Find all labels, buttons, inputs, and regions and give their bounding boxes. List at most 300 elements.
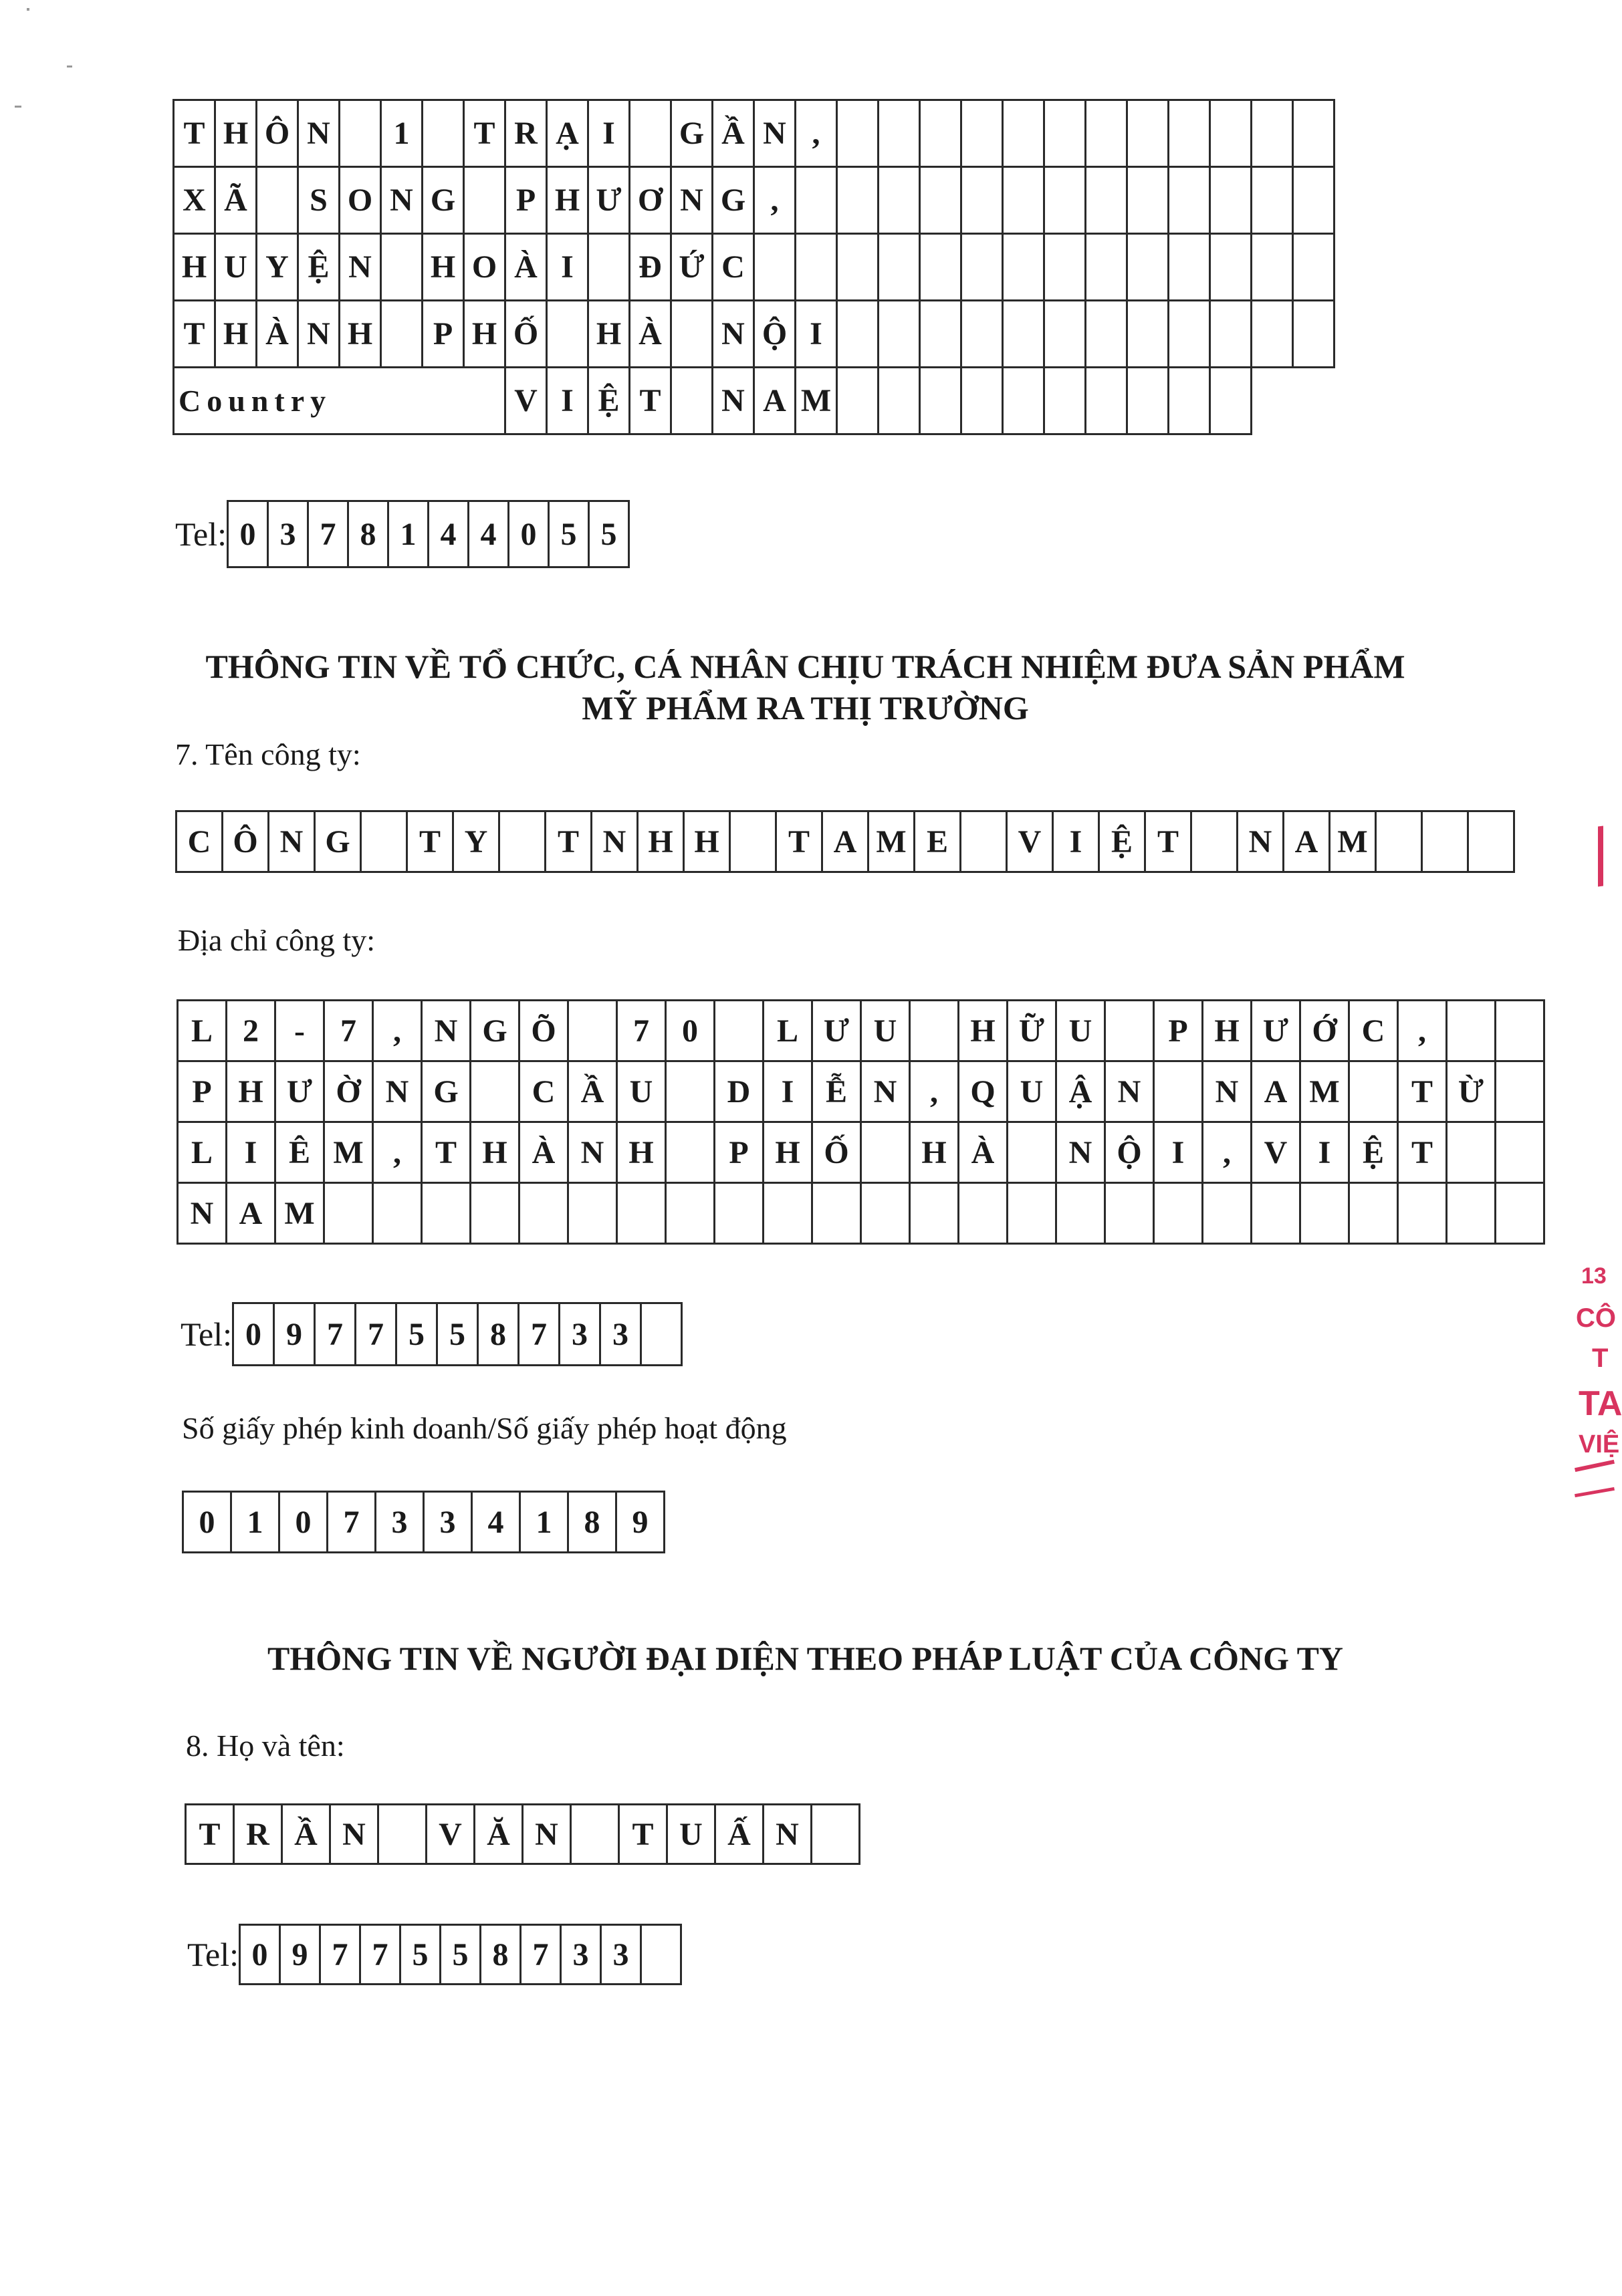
grid-cell: T (619, 1805, 667, 1864)
grid-cell (324, 1183, 373, 1244)
grid-cell (641, 1303, 682, 1366)
grid-cell: 1 (388, 501, 429, 567)
grid-cell (1349, 1183, 1398, 1244)
grid-cell (1086, 167, 1127, 234)
scan-speck (67, 66, 72, 68)
grid-cell: À (630, 301, 671, 368)
grid-cell (1044, 301, 1086, 368)
grid-cell: Ã (215, 167, 257, 234)
grid-cell (1398, 1183, 1447, 1244)
grid-cell (920, 167, 961, 234)
grid-cell: 9 (280, 1925, 320, 1985)
grid-cell (1300, 1183, 1349, 1244)
grid-cell (879, 100, 920, 167)
grid-cell: X (174, 167, 215, 234)
grid-cell: A (227, 1183, 275, 1244)
grid-cell: N (671, 167, 713, 234)
grid-cell (754, 234, 796, 301)
grid-cell: Ứ (671, 234, 713, 301)
grid-cell: N (754, 100, 796, 167)
company-name-container (175, 810, 1515, 873)
grid-cell: N (178, 1183, 227, 1244)
grid-cell: H (471, 1122, 519, 1183)
company-address-grid (177, 999, 1545, 1245)
grid-cell: T (174, 301, 215, 368)
grid-cell: 0 (233, 1303, 274, 1366)
grid-cell: 7 (360, 1925, 400, 1985)
grid-cell (1252, 301, 1293, 368)
grid-cell (571, 1805, 619, 1864)
grid-cell: O (340, 167, 381, 234)
grid-cell: Ố (505, 301, 547, 368)
grid-cell (1447, 1001, 1496, 1061)
grid-cell (666, 1183, 715, 1244)
grid-cell: N (381, 167, 423, 234)
rep-name-container (185, 1803, 860, 1865)
grid-cell: Ô (223, 811, 269, 872)
grid-cell: 8 (478, 1303, 519, 1366)
grid-cell (1044, 234, 1086, 301)
grid-cell: Đ (630, 234, 671, 301)
grid-cell: I (588, 100, 630, 167)
grid-cell: G (423, 167, 464, 234)
grid-cell: , (373, 1122, 422, 1183)
grid-cell: C (177, 811, 223, 872)
grid-cell (1105, 1183, 1154, 1244)
grid-cell (1422, 811, 1468, 872)
grid-cell (764, 1183, 812, 1244)
grid-cell: U (1008, 1061, 1056, 1122)
grid-cell: T (1398, 1122, 1447, 1183)
grid-cell: U (215, 234, 257, 301)
grid-cell (715, 1183, 764, 1244)
company-tel (181, 1302, 683, 1366)
grid-cell (361, 811, 407, 872)
grid-cell: I (1154, 1122, 1203, 1183)
grid-row (178, 1122, 1544, 1183)
grid-cell: T (546, 811, 592, 872)
grid-cell (1496, 1122, 1544, 1183)
grid-cell: V (505, 368, 547, 434)
grid-cell: T (630, 368, 671, 434)
grid-cell (961, 368, 1003, 434)
grid-cell: À (257, 301, 298, 368)
grid-row (174, 301, 1335, 368)
grid-cell (373, 1183, 422, 1244)
grid-cell (961, 811, 1007, 872)
grid-cell: A (822, 811, 868, 872)
grid-cell: N (1105, 1061, 1154, 1122)
grid-cell: 5 (400, 1925, 441, 1985)
company-tel-label: Tel: (181, 1315, 233, 1353)
grid-cell: 1 (520, 1492, 568, 1553)
grid-cell: T (1398, 1061, 1447, 1122)
grid-cell: R (505, 100, 547, 167)
license-label: Số giấy phép kinh doanh/Số giấy phép hoạt động (182, 1411, 787, 1445)
grid-cell (1169, 100, 1210, 167)
grid-row (178, 1061, 1544, 1122)
grid-cell: H (215, 100, 257, 167)
grid-cell (519, 1183, 568, 1244)
grid-cell: A (1252, 1061, 1300, 1122)
grid-cell: N (764, 1805, 812, 1864)
grid-row (240, 1925, 681, 1985)
grid-cell (837, 368, 879, 434)
grid-cell: , (796, 100, 837, 167)
grid-cell: H (464, 301, 505, 368)
grid-cell: H (547, 167, 588, 234)
rep-tel (187, 1924, 682, 1985)
grid-cell: G (422, 1061, 471, 1122)
grid-cell: N (422, 1001, 471, 1061)
grid-cell: N (298, 100, 340, 167)
grid-cell (1154, 1183, 1203, 1244)
stamp-line-3: T (1592, 1344, 1609, 1373)
grid-cell: H (1203, 1001, 1252, 1061)
grid-cell (1086, 301, 1127, 368)
grid-cell: N (298, 301, 340, 368)
grid-cell: P (505, 167, 547, 234)
grid-cell: 3 (561, 1925, 601, 1985)
grid-cell: Ộ (1105, 1122, 1154, 1183)
grid-cell: Ờ (324, 1061, 373, 1122)
grid-cell (920, 234, 961, 301)
grid-cell: N (340, 234, 381, 301)
grid-cell: M (796, 368, 837, 434)
grid-cell (1349, 1061, 1398, 1122)
grid-cell (423, 100, 464, 167)
grid-row (186, 1805, 860, 1864)
grid-cell: 0 (240, 1925, 280, 1985)
grid-cell: N (861, 1061, 910, 1122)
grid-cell: 3 (601, 1925, 641, 1985)
grid-cell: U (1056, 1001, 1105, 1061)
grid-cell (1252, 167, 1293, 234)
grid-cell (1008, 1183, 1056, 1244)
grid-cell (837, 301, 879, 368)
grid-cell: 3 (424, 1492, 472, 1553)
grid-cell: G (471, 1001, 519, 1061)
grid-cell: 5 (437, 1303, 478, 1366)
grid-cell: Ư (275, 1061, 324, 1122)
grid-cell: T (1145, 811, 1191, 872)
grid-cell: 3 (268, 501, 308, 567)
grid-cell: 7 (315, 1303, 356, 1366)
grid-cell (861, 1183, 910, 1244)
grid-cell: 0 (509, 501, 549, 567)
grid-cell: , (754, 167, 796, 234)
grid-row (178, 1001, 1544, 1061)
scan-speck (27, 8, 29, 11)
grid-cell: , (1203, 1122, 1252, 1183)
grid-cell (617, 1183, 666, 1244)
grid-cell: Ệ (1099, 811, 1145, 872)
grid-cell: 4 (472, 1492, 520, 1553)
grid-cell (1468, 811, 1514, 872)
grid-cell (812, 1183, 861, 1244)
grid-cell: E (915, 811, 961, 872)
grid-cell (1447, 1122, 1496, 1183)
grid-cell (920, 368, 961, 434)
grid-cell (910, 1001, 959, 1061)
grid-cell (666, 1061, 715, 1122)
grid-cell (837, 234, 879, 301)
grid-cell: L (178, 1001, 227, 1061)
grid-cell: 5 (396, 1303, 437, 1366)
grid-cell: 7 (308, 501, 348, 567)
grid-cell (1003, 368, 1044, 434)
grid-cell: M (275, 1183, 324, 1244)
grid-cell (879, 234, 920, 301)
grid-cell: D (715, 1061, 764, 1122)
grid-cell: Ư (588, 167, 630, 234)
grid-cell (464, 167, 505, 234)
grid-cell: T (186, 1805, 234, 1864)
grid-cell: N (373, 1061, 422, 1122)
grid-cell (340, 100, 381, 167)
grid-cell: Ễ (812, 1061, 861, 1122)
grid-cell: I (547, 234, 588, 301)
grid-cell: H (684, 811, 730, 872)
grid-cell (1127, 100, 1169, 167)
grid-cell (1496, 1061, 1544, 1122)
grid-cell (920, 301, 961, 368)
grid-cell: Ư (1252, 1001, 1300, 1061)
grid-cell: V (1252, 1122, 1300, 1183)
grid-cell (961, 234, 1003, 301)
grid-cell: T (174, 100, 215, 167)
grid-cell: Y (453, 811, 499, 872)
grid-cell: A (754, 368, 796, 434)
grid-cell: U (667, 1805, 715, 1864)
address-grid (172, 99, 1335, 435)
grid-cell: T (464, 100, 505, 167)
grid-cell: 7 (320, 1925, 360, 1985)
grid-cell: , (373, 1001, 422, 1061)
grid-cell (796, 167, 837, 234)
grid-cell: I (764, 1061, 812, 1122)
grid-cell: Q (959, 1061, 1008, 1122)
grid-cell (1210, 100, 1252, 167)
grid-cell: I (1300, 1122, 1349, 1183)
grid-cell: O (464, 234, 505, 301)
grid-cell (910, 1183, 959, 1244)
grid-cell: À (959, 1122, 1008, 1183)
grid-cell: R (234, 1805, 282, 1864)
rep-tel-grid (239, 1924, 682, 1985)
grid-row (177, 811, 1514, 872)
grid-cell: Ệ (588, 368, 630, 434)
grid-cell: N (592, 811, 638, 872)
company-address-container (177, 999, 1545, 1245)
grid-cell: C (713, 234, 754, 301)
grid-cell: T (422, 1122, 471, 1183)
grid-cell: 7 (324, 1001, 373, 1061)
grid-cell: Ố (812, 1122, 861, 1183)
grid-cell: P (715, 1122, 764, 1183)
grid-cell (1154, 1061, 1203, 1122)
grid-cell: 0 (666, 1001, 715, 1061)
grid-cell (1210, 234, 1252, 301)
grid-cell: I (796, 301, 837, 368)
grid-cell (378, 1805, 427, 1864)
grid-cell: N (568, 1122, 617, 1183)
company-stamp (1575, 1263, 1622, 1557)
grid-cell (1127, 301, 1169, 368)
scan-speck (15, 106, 21, 108)
company-name-label: 7. Tên công ty: (175, 737, 361, 771)
grid-row (174, 234, 1335, 301)
org-heading-line1: THÔNG TIN VỀ TỔ CHỨC, CÁ NHÂN CHỊU TRÁCH NHIỆM ĐƯA SẢN PHẨM (205, 648, 1405, 685)
grid-cell: H (764, 1122, 812, 1183)
grid-cell: U (861, 1001, 910, 1061)
grid-cell (861, 1122, 910, 1183)
grid-cell (1169, 167, 1210, 234)
grid-cell (1210, 301, 1252, 368)
grid-cell: M (1330, 811, 1376, 872)
grid-row (233, 1303, 682, 1366)
grid-cell: A (1284, 811, 1330, 872)
grid-cell: Ệ (1349, 1122, 1398, 1183)
grid-cell: V (427, 1805, 475, 1864)
grid-cell (879, 167, 920, 234)
grid-cell: 9 (616, 1492, 665, 1553)
license-grid (182, 1491, 665, 1553)
grid-cell: N (713, 301, 754, 368)
grid-cell: N (330, 1805, 378, 1864)
grid-cell: Ầ (568, 1061, 617, 1122)
grid-cell (671, 368, 713, 434)
grid-cell: 8 (568, 1492, 616, 1553)
grid-cell: P (1154, 1001, 1203, 1061)
grid-cell: N (713, 368, 754, 434)
grid-cell: I (547, 368, 588, 434)
grid-cell (1376, 811, 1422, 872)
grid-cell: 0 (279, 1492, 328, 1553)
grid-cell (547, 301, 588, 368)
grid-cell (796, 234, 837, 301)
grid-cell: Ầ (713, 100, 754, 167)
grid-cell: Ậ (1056, 1061, 1105, 1122)
grid-cell: 1 (381, 100, 423, 167)
grid-cell: H (227, 1061, 275, 1122)
grid-cell (837, 167, 879, 234)
grid-cell: 5 (441, 1925, 481, 1985)
grid-cell: L (178, 1122, 227, 1183)
rep-name-label: 8. Họ và tên: (186, 1729, 345, 1763)
grid-row (174, 100, 1335, 167)
rep-name-grid (185, 1803, 860, 1865)
grid-cell (422, 1183, 471, 1244)
grid-cell (961, 167, 1003, 234)
grid-cell: N (1056, 1122, 1105, 1183)
grid-cell (1252, 100, 1293, 167)
grid-cell (1293, 167, 1335, 234)
grid-cell: Ạ (547, 100, 588, 167)
grid-cell: H (617, 1122, 666, 1183)
grid-cell (471, 1183, 519, 1244)
grid-cell (588, 234, 630, 301)
grid-cell (1252, 1183, 1300, 1244)
grid-cell: S (298, 167, 340, 234)
company-tel-grid (232, 1302, 683, 1366)
grid-cell: À (519, 1122, 568, 1183)
grid-cell: - (275, 1001, 324, 1061)
grid-cell: 0 (228, 501, 268, 567)
grid-cell (1003, 100, 1044, 167)
grid-cell (499, 811, 546, 872)
grid-cell (381, 301, 423, 368)
stamp-line-4: TA (1579, 1384, 1622, 1423)
grid-cell (1496, 1001, 1544, 1061)
grid-cell (671, 301, 713, 368)
grid-cell: H (910, 1122, 959, 1183)
grid-cell (1105, 1001, 1154, 1061)
grid-cell (1210, 368, 1252, 434)
grid-cell: P (423, 301, 464, 368)
grid-cell (1003, 301, 1044, 368)
grid-cell: 0 (183, 1492, 231, 1553)
grid-cell (1210, 167, 1252, 234)
grid-row (178, 1183, 1544, 1244)
grid-cell: Ữ (1008, 1001, 1056, 1061)
grid-cell (1003, 234, 1044, 301)
grid-cell (1086, 368, 1127, 434)
grid-cell: , (1398, 1001, 1447, 1061)
grid-cell: C (519, 1061, 568, 1122)
grid-cell: C (1349, 1001, 1398, 1061)
grid-cell: 7 (356, 1303, 396, 1366)
grid-cell: 9 (274, 1303, 315, 1366)
grid-cell (568, 1001, 617, 1061)
grid-cell (879, 301, 920, 368)
grid-cell (1127, 368, 1169, 434)
grid-cell (1496, 1183, 1544, 1244)
grid-cell: 8 (481, 1925, 521, 1985)
grid-cell: P (178, 1061, 227, 1122)
grid-cell: L (764, 1001, 812, 1061)
grid-cell (630, 100, 671, 167)
org-heading-line2: MỸ PHẨM RA THỊ TRƯỜNG (582, 689, 1029, 727)
grid-cell: 3 (376, 1492, 424, 1553)
grid-cell (1293, 234, 1335, 301)
grid-cell: U (617, 1061, 666, 1122)
grid-cell: 4 (429, 501, 469, 567)
grid-cell: T (407, 811, 453, 872)
stamp-edge-mark (1573, 826, 1611, 886)
grid-cell (959, 1183, 1008, 1244)
grid-cell (879, 368, 920, 434)
grid-cell: Ừ (1447, 1061, 1496, 1122)
grid-cell: H (638, 811, 684, 872)
grid-cell (568, 1183, 617, 1244)
grid-cell: Ộ (754, 301, 796, 368)
license-container (182, 1491, 665, 1553)
grid-cell (1169, 368, 1210, 434)
grid-cell: I (1053, 811, 1099, 872)
grid-cell: 5 (549, 501, 589, 567)
grid-cell (1169, 301, 1210, 368)
grid-cell: Y (257, 234, 298, 301)
grid-cell (1252, 234, 1293, 301)
grid-cell (837, 100, 879, 167)
grid-cell: H (423, 234, 464, 301)
grid-cell (961, 301, 1003, 368)
grid-cell: Ư (812, 1001, 861, 1061)
grid-cell: H (959, 1001, 1008, 1061)
grid-cell: Ă (475, 1805, 523, 1864)
grid-cell (1044, 100, 1086, 167)
